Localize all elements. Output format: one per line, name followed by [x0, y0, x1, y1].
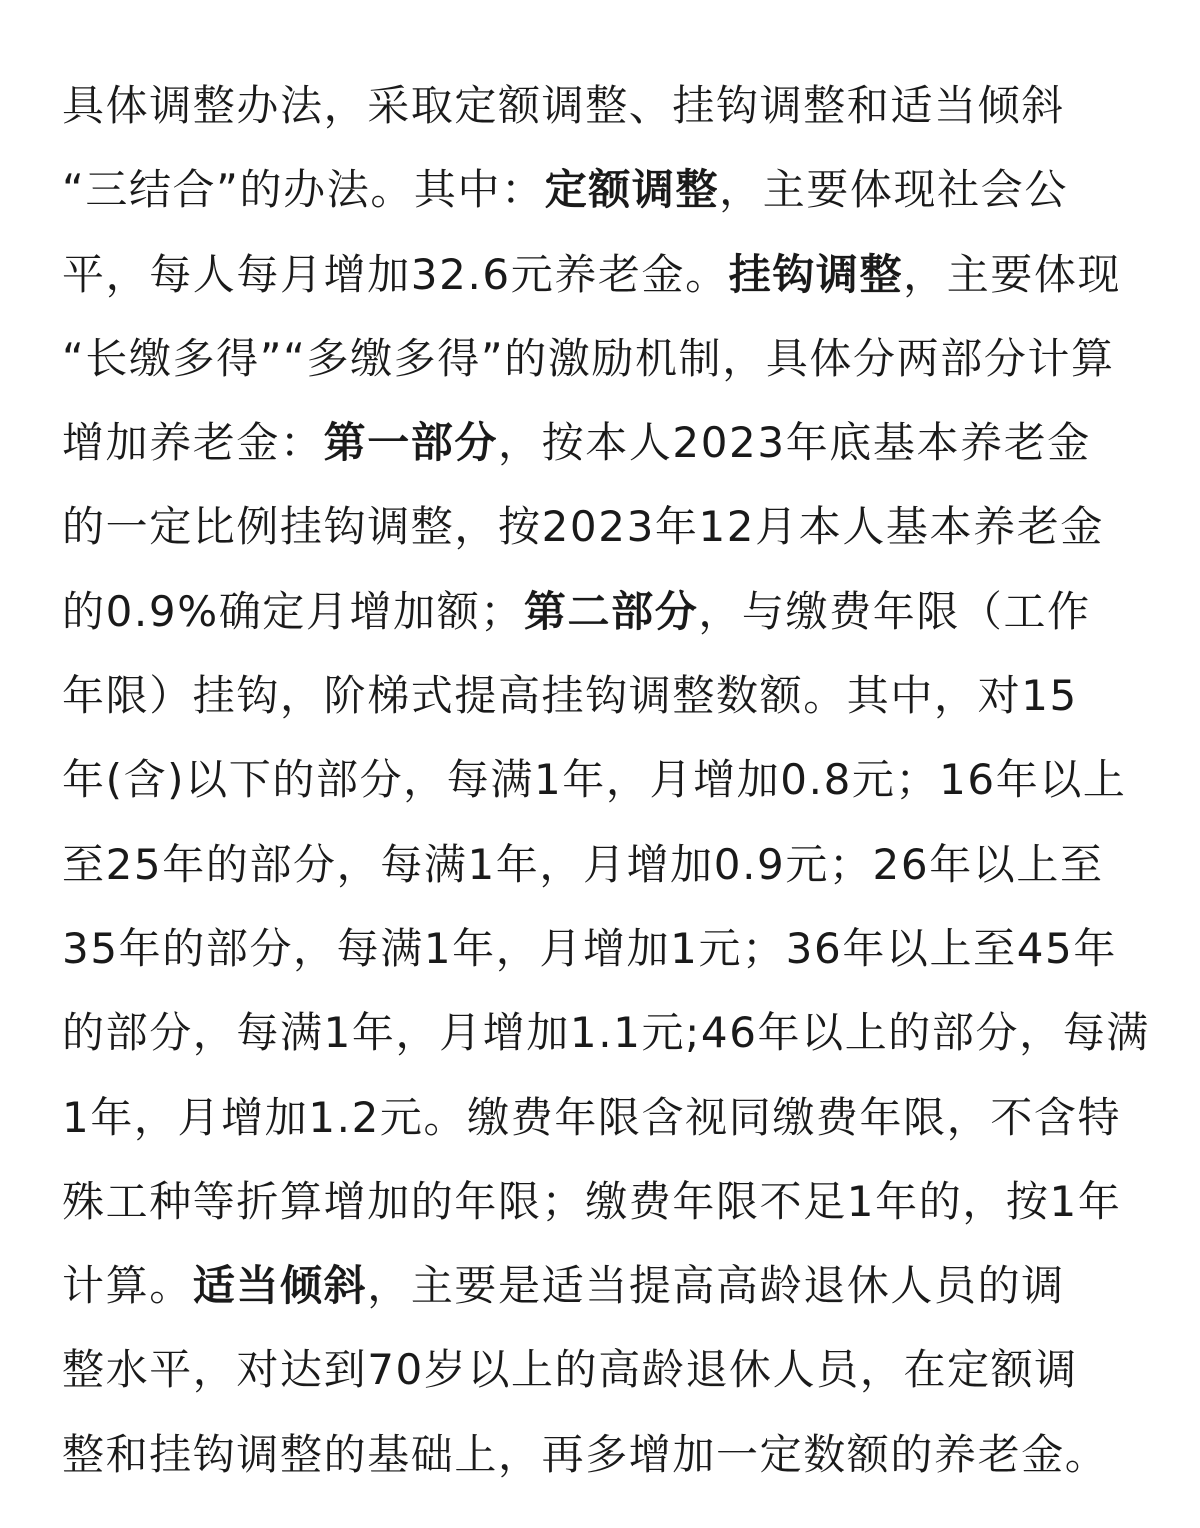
text-line	[62, 1244, 1142, 1328]
text-segment: “长缴多得”“多缴多得”的激励机制，具体分两部分计算	[62, 333, 1115, 383]
text-line	[62, 1076, 1142, 1160]
text-line	[62, 907, 1142, 991]
text-segment: 计算。	[62, 1261, 193, 1311]
text-line	[62, 1328, 1142, 1412]
text-line	[62, 485, 1142, 569]
text-segment: ，按本人2023年底基本养老金	[498, 418, 1091, 468]
text-segment: 平，每人每月增加32.6元养老金。	[62, 249, 729, 299]
text-segment: 整水平，对达到70岁以上的高龄退休人员，在定额调	[62, 1345, 1078, 1395]
text-line	[62, 1160, 1142, 1244]
text-segment: ，与缴费年限（工作	[698, 586, 1091, 636]
text-segment: 的0.9%确定月增加额；	[62, 586, 524, 636]
text-segment: ，主要体现社会公	[719, 165, 1068, 215]
text-segment: 增加养老金：	[62, 418, 324, 468]
text-segment: 1年，月增加1.2元。缴费年限含视同缴费年限，不含特	[62, 1092, 1122, 1142]
text-segment: 年限）挂钩，阶梯式提高挂钩调整数额。其中，对15	[62, 671, 1078, 721]
text-line	[62, 233, 1142, 317]
text-segment: 年(含)以下的部分，每满1年，月增加0.8元；16年以上	[62, 755, 1127, 805]
text-line	[62, 738, 1142, 822]
text-line	[62, 1413, 1142, 1497]
text-line	[62, 991, 1150, 1075]
text-segment: “三结合”的办法。其中：	[62, 165, 545, 215]
text-segment: 殊工种等折算增加的年限；缴费年限不足1年的，按1年	[62, 1176, 1122, 1226]
text-line	[62, 317, 1142, 401]
text-segment: 整和挂钩调整的基础上，再多增加一定数额的养老金。	[62, 1429, 1109, 1479]
text-segment: 的部分，每满1年，月增加1.1元;46年以上的部分，每满	[62, 1008, 1150, 1058]
text-line	[62, 401, 1142, 485]
bold-keyword: 适当倾斜	[192, 1261, 368, 1311]
text-segment: ，主要体现	[903, 249, 1122, 299]
text-segment: 的一定比例挂钩调整，按2023年12月本人基本养老金	[62, 502, 1104, 552]
article-body	[62, 64, 1150, 1497]
text-line	[62, 570, 1142, 654]
bold-keyword: 第二部分	[523, 586, 699, 636]
text-segment: ，主要是适当提高高龄退休人员的调	[367, 1261, 1065, 1311]
text-line	[62, 148, 1142, 232]
text-segment: 具体调整办法，采取定额调整、挂钩调整和适当倾斜	[62, 81, 1065, 130]
text-line	[62, 64, 1142, 148]
text-line	[62, 654, 1142, 738]
text-segment: 至25年的部分，每满1年，月增加0.9元；26年以上至	[62, 839, 1104, 889]
text-line	[62, 823, 1142, 907]
bold-keyword: 挂钩调整	[728, 249, 904, 299]
text-segment: 35年的部分，每满1年，月增加1元；36年以上至45年	[62, 923, 1117, 973]
bold-keyword: 定额调整	[544, 165, 720, 215]
bold-keyword: 第一部分	[323, 418, 499, 468]
